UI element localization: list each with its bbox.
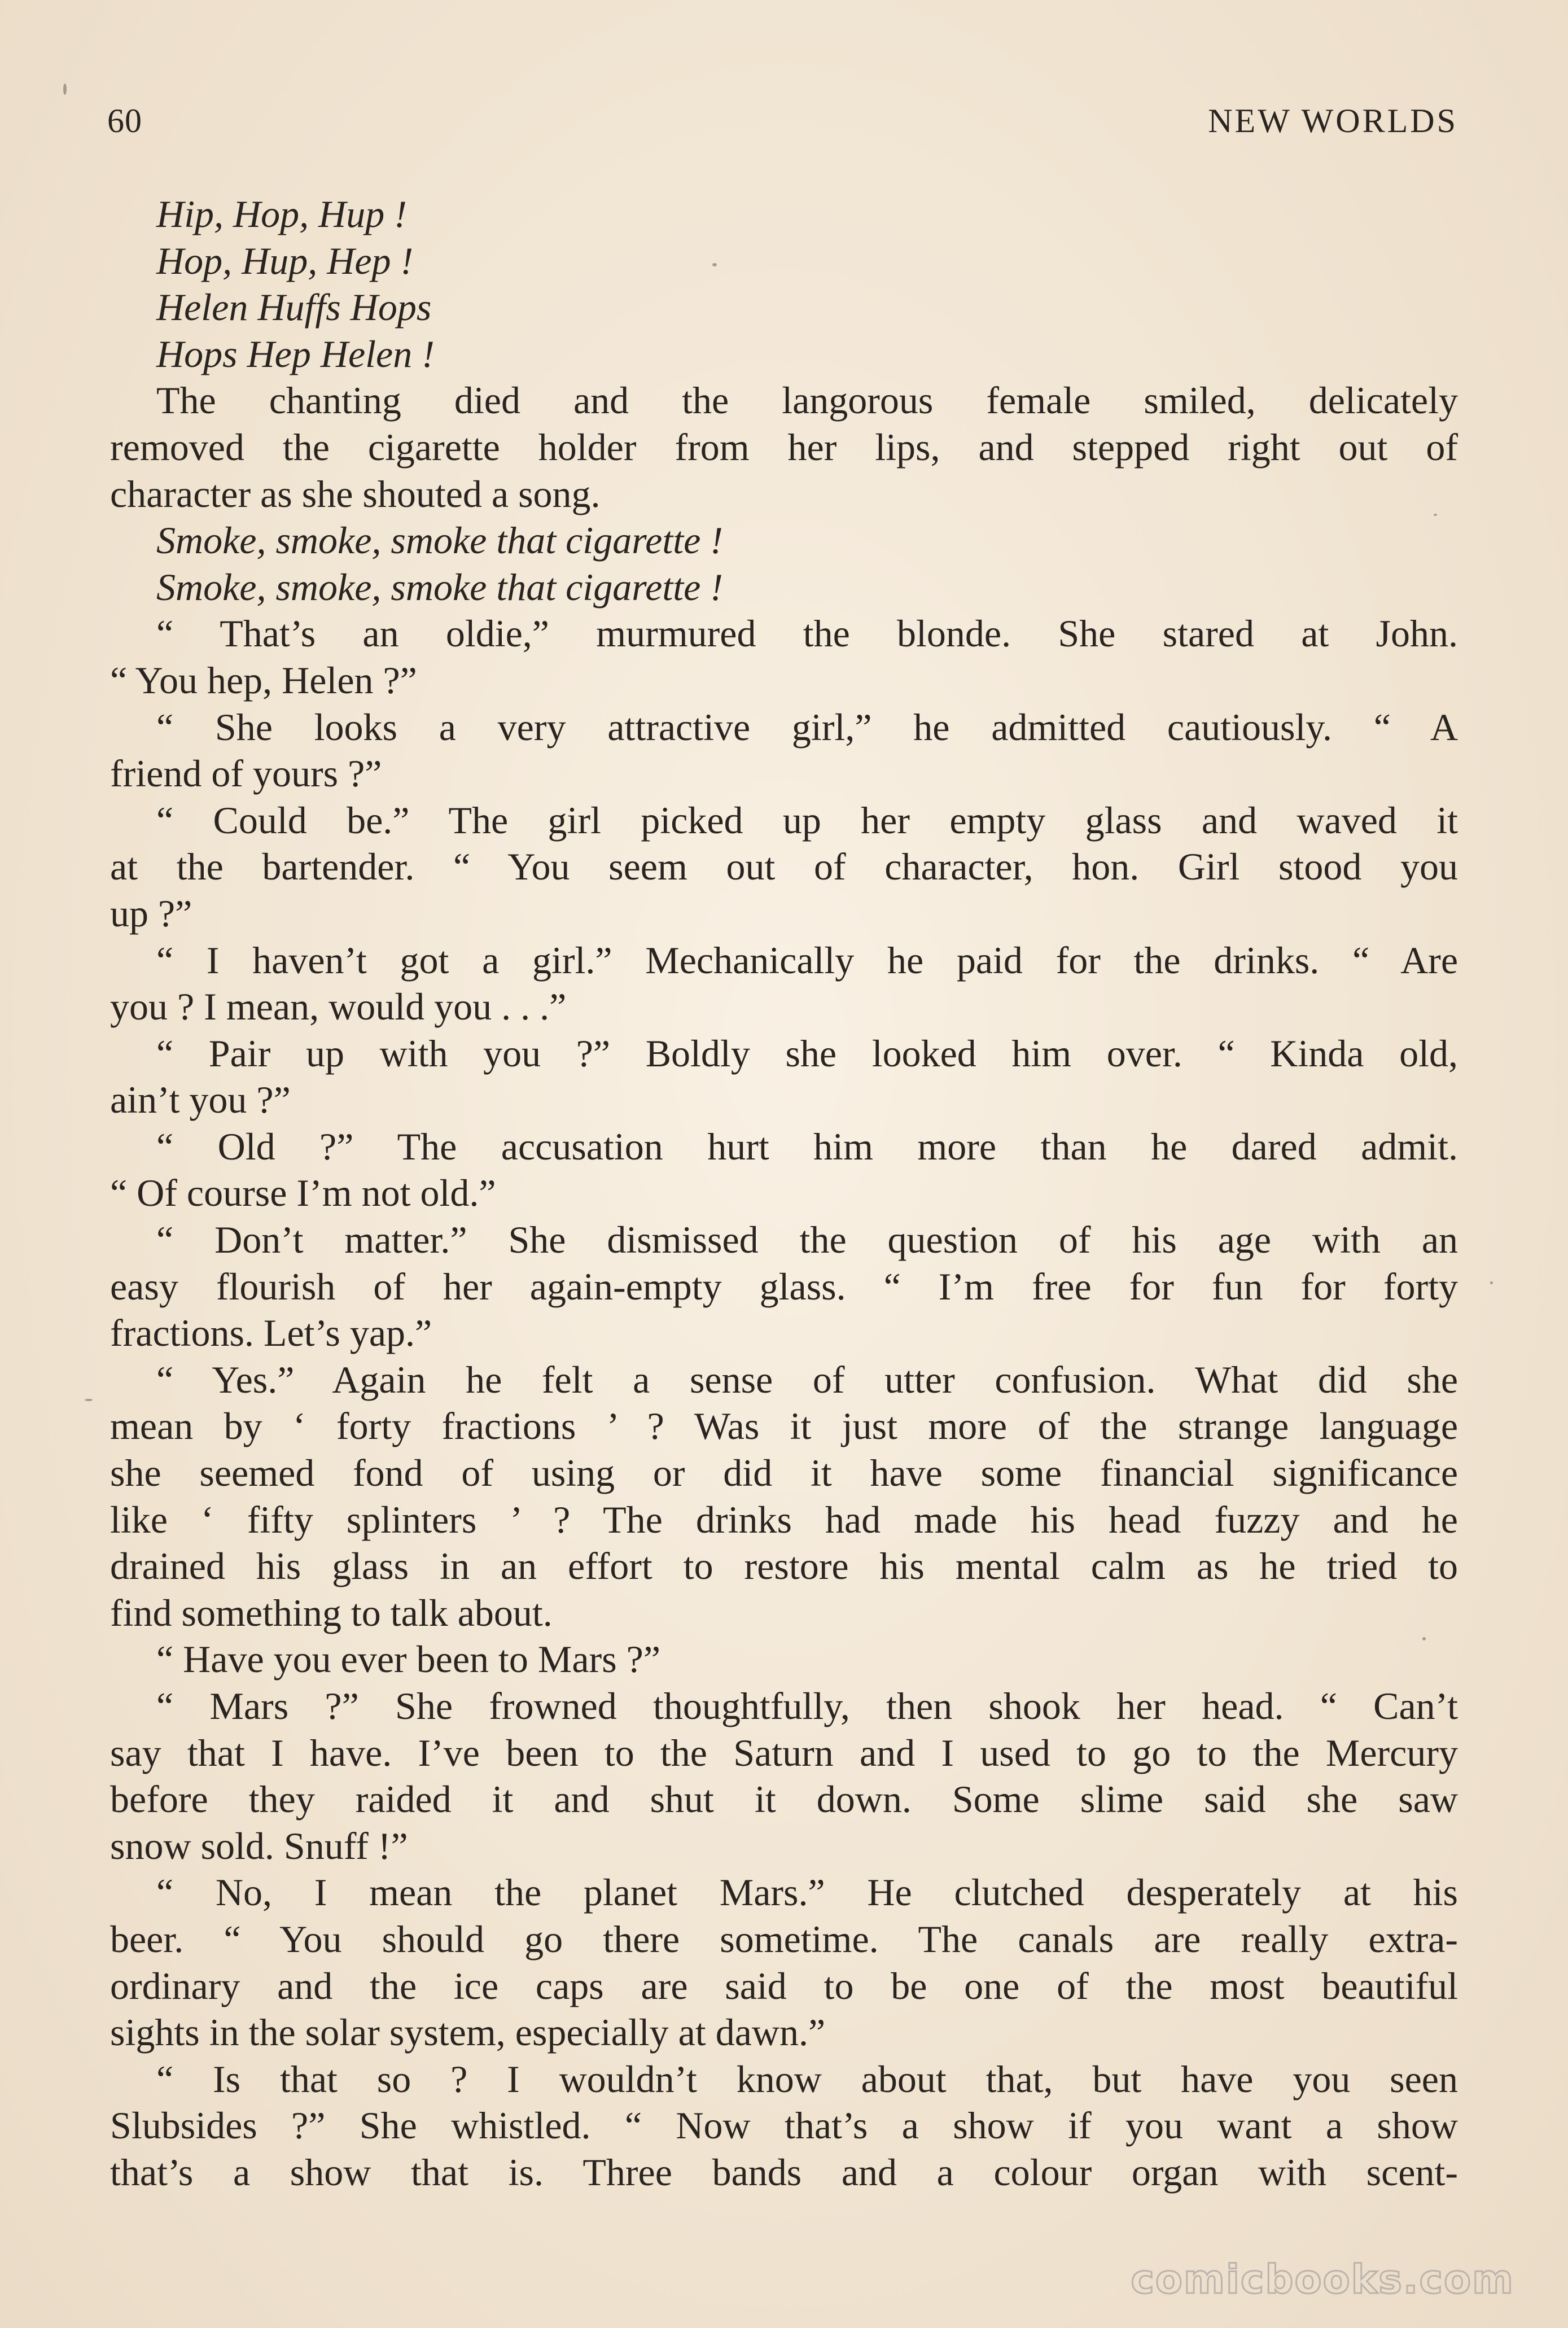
text-line: drained his glass in an effort to restore his mental calm as he tried to xyxy=(110,1544,1458,1588)
text-line: “ Of course I’m not old.” xyxy=(110,1171,496,1215)
page-speck xyxy=(712,263,717,266)
text-line: snow sold. Snuff !” xyxy=(110,1824,408,1867)
text-line: before they raided it and shut it down. Some slime said she saw xyxy=(110,1778,1458,1821)
text-line: “ Pair up with you ?” Boldly she looked him over. “ Kinda old, xyxy=(156,1031,1458,1075)
page-speck xyxy=(1434,514,1437,516)
text-line: “ Have you ever been to Mars ?” xyxy=(156,1638,661,1681)
text-line: beer. “ You should go there sometime. The canals are really extra- xyxy=(110,1917,1458,1961)
text-line: easy flourish of her again-empty glass. “ I’m free for fun for forty xyxy=(110,1264,1458,1308)
text-line: friend of yours ?” xyxy=(110,752,382,795)
text-line: “ Old ?” The accusation hurt him more than he dared admit. xyxy=(156,1124,1458,1168)
text-line: “ I haven’t got a girl.” Mechanically he paid for the drinks. “ Are xyxy=(156,938,1458,982)
verse-line: Smoke, smoke, smoke that cigarette ! xyxy=(156,565,723,609)
text-line: fractions. Let’s yap.” xyxy=(110,1311,432,1355)
text-line: say that I have. I’ve been to the Saturn and I used to go to the Mercury xyxy=(110,1731,1458,1774)
text-line: that’s a show that is. Three bands and a colour organ with scent- xyxy=(110,2150,1458,2194)
text-line: ordinary and the ice caps are said to be one of the most beautiful xyxy=(110,1964,1458,2007)
page-speck xyxy=(63,84,67,95)
text-line: sights in the solar system, especially at dawn.” xyxy=(110,2011,826,2054)
text-line: “ No, I mean the planet Mars.” He clutched desperately at his xyxy=(156,1871,1458,1914)
page-speck xyxy=(1490,1281,1493,1284)
text-line: up ?” xyxy=(110,891,192,935)
text-line: Slubsides ?” She whistled. “ Now that’s a show if you want a show xyxy=(110,2104,1458,2147)
text-line: “ Mars ?” She frowned thoughtfully, then shook her head. “ Can’t xyxy=(156,1684,1458,1727)
text-line: “ She looks a very attractive girl,” he admitted cautiously. “ A xyxy=(156,705,1458,749)
page-header xyxy=(107,102,1458,147)
text-line: “ You hep, Helen ?” xyxy=(110,658,417,702)
verse-line: Hop, Hup, Hep ! xyxy=(156,239,414,282)
text-line: The chanting died and the langorous female smiled, delicately xyxy=(156,379,1458,422)
page-number: 60 xyxy=(107,102,142,139)
text-line: removed the cigarette holder from her lips, and stepped right out of xyxy=(110,425,1458,469)
text-line: character as she shouted a song. xyxy=(110,472,601,515)
text-line: “ That’s an oldie,” murmured the blonde. She stared at John. xyxy=(156,612,1458,655)
text-line: find something to talk about. xyxy=(110,1591,553,1634)
text-line: “ Don’t matter.” She dismissed the question of his age with an xyxy=(156,1218,1458,1262)
running-head: NEW WORLDS xyxy=(1208,102,1458,139)
watermark: comicbooks.com xyxy=(1131,2256,1514,2303)
page-speck xyxy=(85,1399,93,1401)
text-line: like ‘ fifty splinters ’ ? The drinks had made his head fuzzy and he xyxy=(110,1498,1458,1541)
text-line: ain’t you ?” xyxy=(110,1078,291,1122)
text-line: she seemed fond of using or did it have some financial significance xyxy=(110,1451,1458,1495)
text-line: “ Yes.” Again he felt a sense of utter confusion. What did she xyxy=(156,1358,1458,1401)
body-text xyxy=(110,191,1458,2196)
text-line: “ Is that so ? I wouldn’t know about that, but have you seen xyxy=(156,2057,1458,2101)
verse-line: Hops Hep Helen ! xyxy=(156,332,435,375)
text-line: at the bartender. “ You seem out of character, hon. Girl stood you xyxy=(110,845,1458,889)
text-line: “ Could be.” The girl picked up her empty glass and waved it xyxy=(156,798,1458,842)
verse-line: Smoke, smoke, smoke that cigarette ! xyxy=(156,519,723,562)
verse-line: Hip, Hop, Hup ! xyxy=(156,192,407,235)
page-speck xyxy=(1422,1637,1426,1640)
verse-line: Helen Huffs Hops xyxy=(156,286,432,329)
text-line: mean by ‘ forty fractions ’ ? Was it just more of the strange language xyxy=(110,1404,1458,1448)
text-line: you ? I mean, would you . . .” xyxy=(110,985,567,1029)
